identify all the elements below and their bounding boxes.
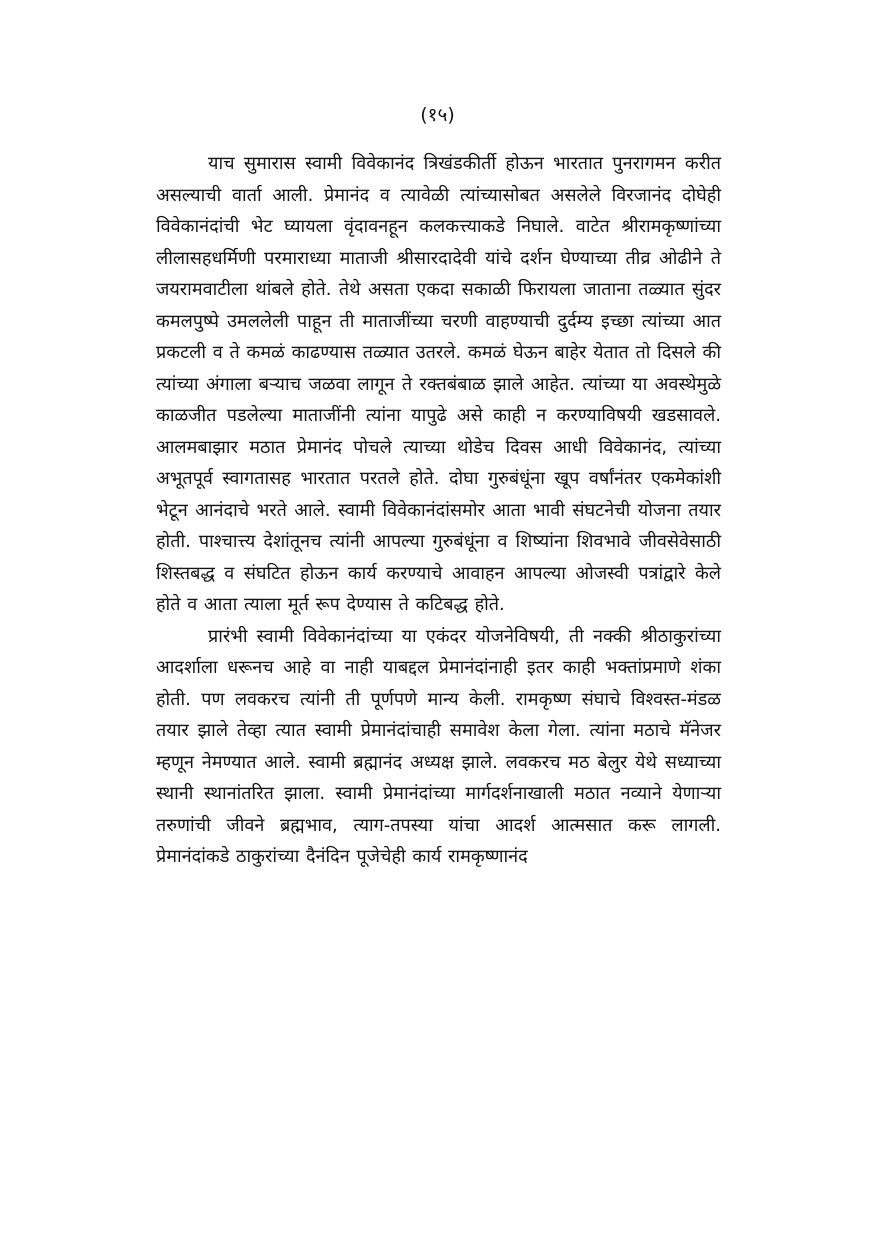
page-number: (१५) bbox=[420, 104, 455, 126]
paragraph-1: याच सुमारास स्वामी विवेकानंद त्रिखंडकीर्ती होऊन भारतात पुनरागमन करीत असल्याची वार्ता आली. प्रेमानंद व त्यावेळी त्यांच्यासोबत असलेले विरजानंद दोघेही विवेकानंदांची भेट घ्यायला वृंदावनहून कलकत्त्याकडे निघाले. वाटेत श्रीरामकृष्णांच्या लीलासहधर्मिणी परमाराध्या माताजी श्रीसारदादेवी यांचे दर्शन घेण्याच्या तीव्र ओढीने ते जयरामवाटीला थांबले होते. तेथे असता एकदा सकाळी फिरायला जाताना तळ्यात सुंदर कमलपुष्पे उमललेली पाहून ती माताजींच्या चरणी वाहण्याची दुर्दम्य इच्छा त्यांच्या आत प्रकटली व ते कमळं काढण्यास तळ्यात उतरले. कमळं घेऊन बाहेर येतात तो दिसले की त्यांच्या अंगाला बऱ्याच जळवा लागून ते रक्तबंबाळ झाले आहेत. त्यांच्या या अवस्थेमुळे काळजीत पडलेल्या माताजींनी त्यांना यापुढे असे काही न करण्याविषयी खडसावले. आलमबाझार मठात प्रेमानंद पोचले त्याच्या थोडेच दिवस आधी विवेकानंद, त्यांच्या अभूतपूर्व स्वागतासह भारतात परतले होते. दोघा गुरुबंधूंना खूप वर्षांनंतर एकमेकांशी भेटून आनंदाचे भरते आले. स्वामी विवेकानंदांसमोर आता भावी संघटनेची योजना तयार होती. पाश्चात्त्य देशांतूनच त्यांनी आपल्या गुरुबंधूंना व शिष्यांना शिवभावे जीवसेवेसाठी शिस्तबद्ध व संघटित होऊन कार्य करण्याचे आवाहन आपल्या ओजस्वी पत्रांद्वारे केले होते व आता त्याला मूर्त रूप देण्यास ते कटिबद्ध होते. bbox=[156, 153, 721, 615]
body-text bbox=[156, 148, 721, 873]
paragraph-2: प्रारंभी स्वामी विवेकानंदांच्या या एकंदर योजनेविषयी, ती नक्की श्रीठाकुरांच्या आदर्शाला धरूनच आहे वा नाही याबद्दल प्रेमानंदांनाही इतर काही भक्तांप्रमाणे शंका होती. पण लवकरच त्यांनी ती पूर्णपणे मान्य केली. रामकृष्ण संघाचे विश्वस्त-मंडळ तयार झाले तेव्हा त्यात स्वामी प्रेमानंदांचाही समावेश केला गेला. त्यांना मठाचे मॅनेजर म्हणून नेमण्यात आले. स्वामी ब्रह्मानंद अध्यक्ष झाले. लवकरच मठ बेलुर येथे सध्याच्या स्थानी स्थानांतरित झाला. स्वामी प्रेमानंदांच्या मार्गदर्शनाखाली मठात नव्याने येणाऱ्या तरुणांची जीवने ब्रह्मभाव, त्याग-तपस्या यांचा आदर्श आत्मसात करू लागली. प्रेमानंदांकडे ठाकुरांच्या दैनंदिन पूजेचेही कार्य रामकृष्णानंद bbox=[156, 625, 721, 867]
